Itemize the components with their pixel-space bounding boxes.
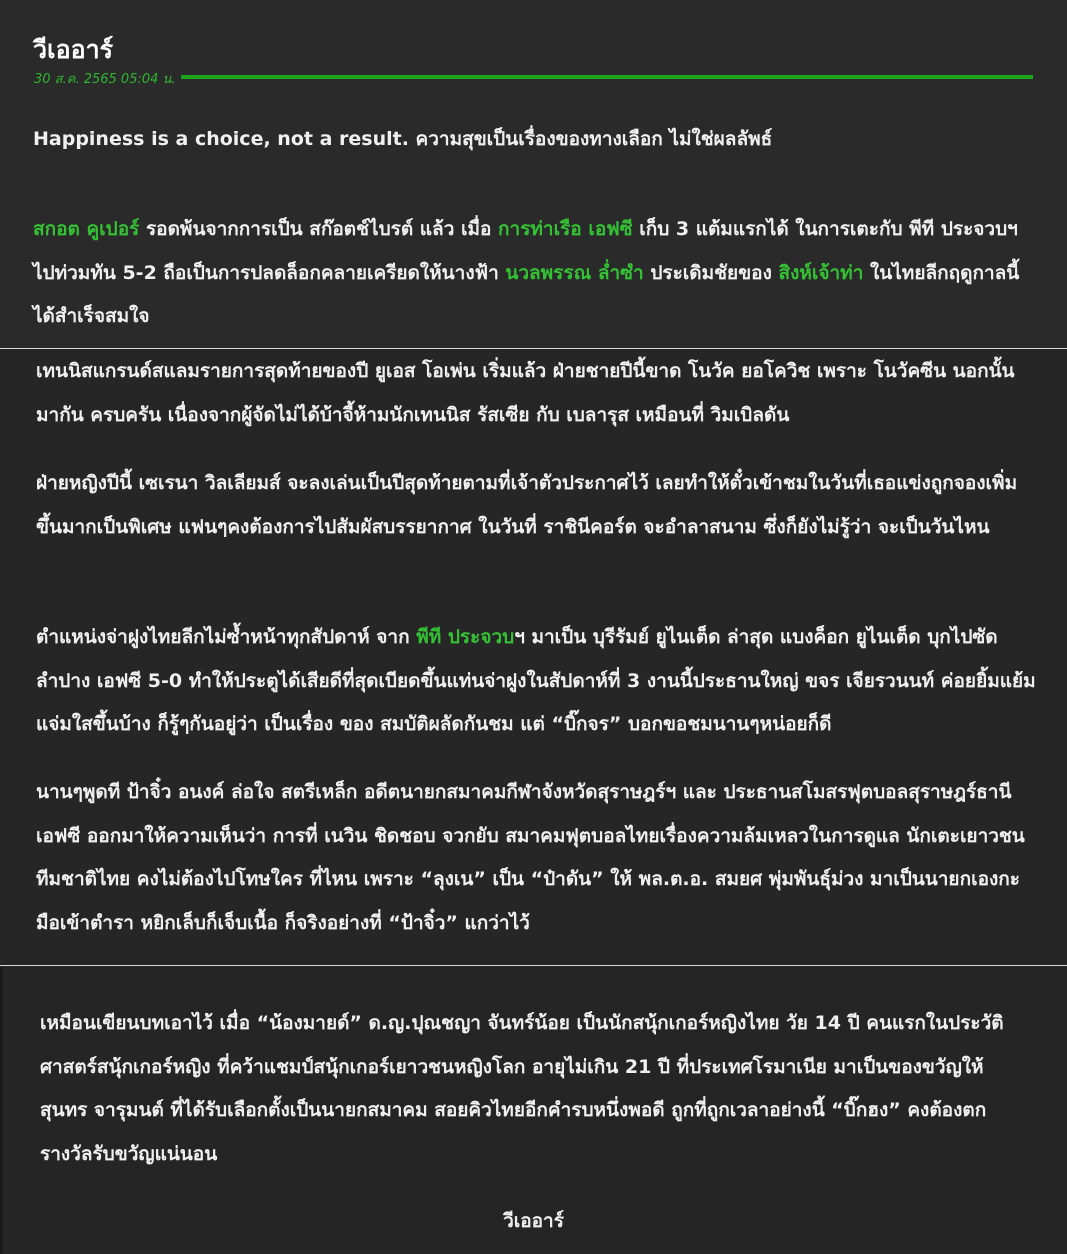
surat-paragraph: นานๆพูดที ป้าจิ๋ว อนงค์ ล่อใจ สตรีเหล็ก อดีตนายกสมาคมกีฬาจังหวัดสุราษฎร์ฯ และ ประธานสโมสรฟุตบอลสุราษฎร์ธานี เอฟซี ออกมาให้ความเห็นว่า การที่ เนวิน ชิดชอบ จวกยับ สมาคมฟุตบอลไทยเรื่องความล้มเหลวในการดูแล นักเตะเยาวชนทีมชาติไทย คงไม่ต้องไปโทษใคร ที่ไหน เพราะ “ลุงเน” เป็น “ป๋าดัน” ให้ พล.ต.อ. สมยศ พุ่มพันธุ์ม่วง มาเป็นนายกเองกะมือเข้าตำรา หยิกเล็บก็เจ็บเนื้อ ก็จริงอย่างที่ “ป้าจิ๋ว” แกว่าไว้ [36,781,1025,934]
tennis-paragraph-1: เทนนิสแกรนด์สแลมรายการสุดท้ายของปี ยูเอส โอเพ่น เริ่มแล้ว ฝ่ายชายปีนี้ขาด โนวัค ยอโควิช เพราะ โนวัคซีน นอกนั้นมากัน ครบครัน เนื่องจากผู้จัดไม่ได้บ้าจี้ห้ามนักเทนนิส รัสเซีย กับ เบลารุส เหมือนที่ วิมเบิลดัน [36,360,1015,426]
highlight-name-nualphan: นวลพรรณ ล่ำซำ [505,261,644,284]
snooker-paragraph: เหมือนเขียนบทเอาไว้ เมื่อ “น้องมายด์” ด.ญ.ปุณชญา จันทร์น้อย เป็นนักสนุ้กเกอร์หญิงไทย วัย 14 ปี คนแรกในประวัติศาสตร์สนุ้กเกอร์หญิง ที่คว้าแชมป์สนุ้กเกอร์เยาวชนหญิงโลก อายุไม่เกิน 21 ปี ที่ประเทศโรมาเนีย มาเป็นของขวัญให้ สุนทร จารุมนต์ ที่ได้รับเลือกตั้งเป็นนายกสมาคม สอยคิวไทยอีกคำรบหนึ่งพอดี ถูกที่ถูกเวลาอย่างนี้ “บิ๊กฮง” คงต้องตกรางวัลรับขวัญแน่นอน [40,1012,1004,1165]
quote-text: Happiness is a choice, not a result. ความสุขเป็นเรื่องของทางเลือก ไม่ใช่ผลลัพธ์ [33,128,773,150]
intro-paragraph: สกอต คูเปอร์ รอดพ้นจากการเป็น สก๊อตช์ไบรต์ แล้ว เมื่อ การท่าเรือ เอฟซี เก็บ 3 แต้มแรกได้ ในการเตะกับ พีที ประจวบฯ ไปท่วมทัน 5-2 ถือเป็นการปลดล็อกคลายเครียดให้นางฟ้า นวลพรรณ ล่ำซำ ประเดิมชัยของ สิงห์เจ้าท่า ในไทยลีกฤดูกาลนี้ได้สำเร็จสมใจ [33,218,1020,327]
title-underline [181,75,1033,79]
tennis-paragraph-2: ฝ่ายหญิงปีนี้ เซเรนา วิลเลียมส์ จะลงเล่นเป็นปีสุดท้ายตามที่เจ้าตัวประกาศไว้ เลยทำให้ตั๋วเข้าชมในวันที่เธอแข่งถูกจองเพิ่มขึ้นมากเป็นพิเศษ แฟนๆคงต้องการไปสัมผัสบรรยากาศ ในวันที่ ราชินีคอร์ต จะอำลาสนาม ซึ่งก็ยังไม่รู้ว่า จะเป็นวันไหน [36,472,1018,538]
divider-bottom [0,965,1067,966]
signature: วีเออาร์ [503,1210,564,1232]
highlight-club-nickname: สิงห์เจ้าท่า [778,261,864,284]
highlight-name-cooper: สกอต คูเปอร์ [33,218,140,240]
highlight-club-port: การท่าเรือ เอฟซี [498,218,633,240]
column-title: วีเออาร์ [33,35,114,64]
post-date: 30 ส.ค. 2565 05:04 น. [34,72,176,87]
highlight-club-pt-prachuap: พีที ประจวบ [416,626,515,648]
league-paragraph: ตำแหน่งจ่าฝูงไทยลีกไม่ซ้ำหน้าทุกสัปดาห์ จาก พีที ประจวบฯ มาเป็น บุรีรัมย์ ยูไนเต็ด ล่าสุด แบงค็อก ยูไนเต็ด บุกไปซัด ลำปาง เอฟซี 5-0 ทำให้ประตูได้เสียดีที่สุดเบียดขึ้นแท่นจ่าฝูงในสัปดาห์ที่ 3 งานนี้ประธานใหญ่ ขจร เจียรวนนท์ ค่อยยิ้มแย้มแจ่มใสขึ้นบ้าง ก็รู้ๆกันอยู่ว่า เป็นเรื่อง ของ สมบัติผลัดกันชม แต่ “บิ๊กจร” บอกขอชมนานๆหน่อยก็ดี [36,626,1036,735]
